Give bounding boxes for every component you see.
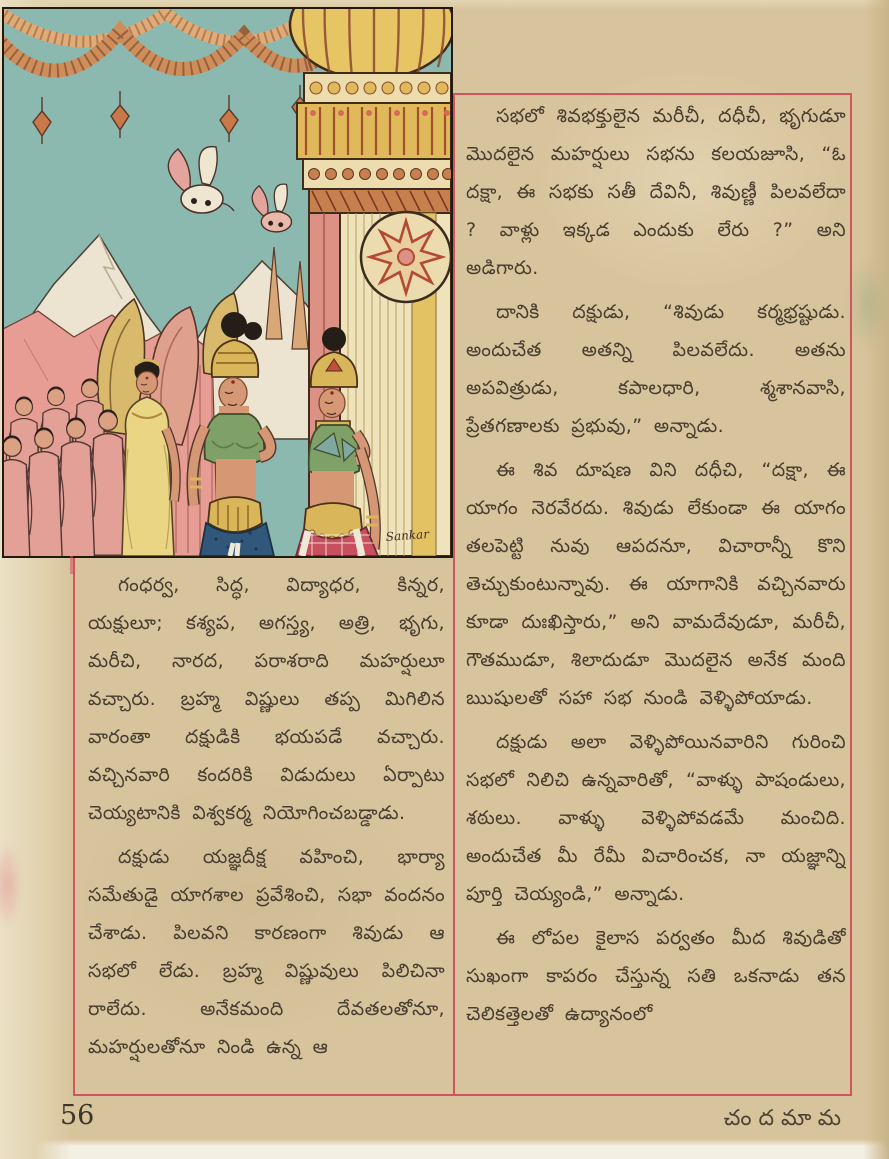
paragraph: ఈ శివ దూషణ విని దధీచి, “దక్షా, ఈ యాగం నెరవేరదు. శివుడు లేకుండా ఈ యాగం తలపెట్టి నువు ఆపదనూ, విచారాన్నీ కొని తెచ్చుకుంటున్నావు. ఈ యాగానికి వచ్చినవారు కూడా దుఃఖిస్తారు,” అని వామదేవుడూ, మరీచీ, గౌతముడూ, శిలాదుడూ మొదలైన అనేక మంది ఋషులతో సహా సభ నుండి వెళ్ళిపోయాడు. xyxy=(466,459,846,709)
page-number: 56 xyxy=(60,1100,95,1131)
scan-mark xyxy=(70,556,73,574)
paragraph: దానికి దక్షుడు, “శివుడు కర్మభ్రష్టుడు. అందుచేత అతన్ని పిలవలేదు. అతను అపవిత్రుడు, కపాలధారి, శ్మశానవాసి, ప్రేతగణాలకు ప్రభువు,” అన్నాడు. xyxy=(466,301,846,437)
column-divider xyxy=(453,93,455,1094)
paragraph: దక్షుడు అలా వెళ్ళిపోయినవారిని గురించి సభలో నిలిచి ఉన్నవారితో, “వాళ్ళు పాషండులు, శఠులు. వాళ్ళు వెళ్ళిపోవడమే మంచిది. అందుచేత మీ రేమీ విచారించక, నా యజ్ఞాన్ని పూర్తి చెయ్యండి,” అన్నాడు. xyxy=(466,731,846,905)
right-text-column xyxy=(466,97,846,1089)
artist-signature: Sankar xyxy=(385,527,430,544)
paragraph: సభలో శివభక్తులైన మరీచీ, దధీచీ, భృగుడూ మొదలైన మహర్షులు సభను కలయజూసి, “ఓ దక్షా, ఈ సభకు సతీ దేవినీ, శివుణ్ణీ పిలవలేదా ? వాళ్లు ఇక్కడ ఎందుకు లేరు ?” అని అడిగారు. xyxy=(466,105,846,279)
paragraph: దక్షుడు యజ్ఞదీక్ష వహించి, భార్యా సమేతుడై యాగశాల ప్రవేశించి, సభా వందనం చేశాడు. పిలవని కారణంగా శివుడు ఆ సభలో లేడు. బ్రహ్మ విష్ణువులు పిలిచినా రాలేదు. అనేకమంది దేవతలతోనూ, మహర్షులతోనూ నిండి ఉన్న ఆ xyxy=(88,846,445,1058)
paragraph: ఈ లోపల కైలాస పర్వతం మీద శివుడితో సుఖంగా కాపరం చేస్తున్న సతి ఒకనాడు తన చెలికత్తెలతో ఉద్యానంలో xyxy=(466,927,846,1025)
magazine-title: చందమామ xyxy=(723,1106,848,1131)
story-illustration xyxy=(2,7,453,558)
scan-smudge xyxy=(846,258,888,350)
star-medallion-icon xyxy=(361,212,451,302)
paragraph: గంధర్వ, సిద్ధ, విద్యాధర, కిన్నర, యక్షులూ; కశ్యప, అగస్త్య, అత్రి, భృగు, మరీచి, నారద, పరాశరాది మహర్షులూ వచ్చారు. బ్రహ్మ విష్ణులు తప్ప మిగిలిన వారంతా దక్షుడికి భయపడే వచ్చారు. వచ్చినవారి కందరికి విడుదులు ఏర్పాటు చెయ్యటానికి విశ్వకర్మ నియోగించబడ్డాడు. xyxy=(88,574,445,824)
scan-smudge xyxy=(0,842,22,928)
illustration-canvas xyxy=(4,9,451,556)
left-text-column xyxy=(88,566,445,1094)
